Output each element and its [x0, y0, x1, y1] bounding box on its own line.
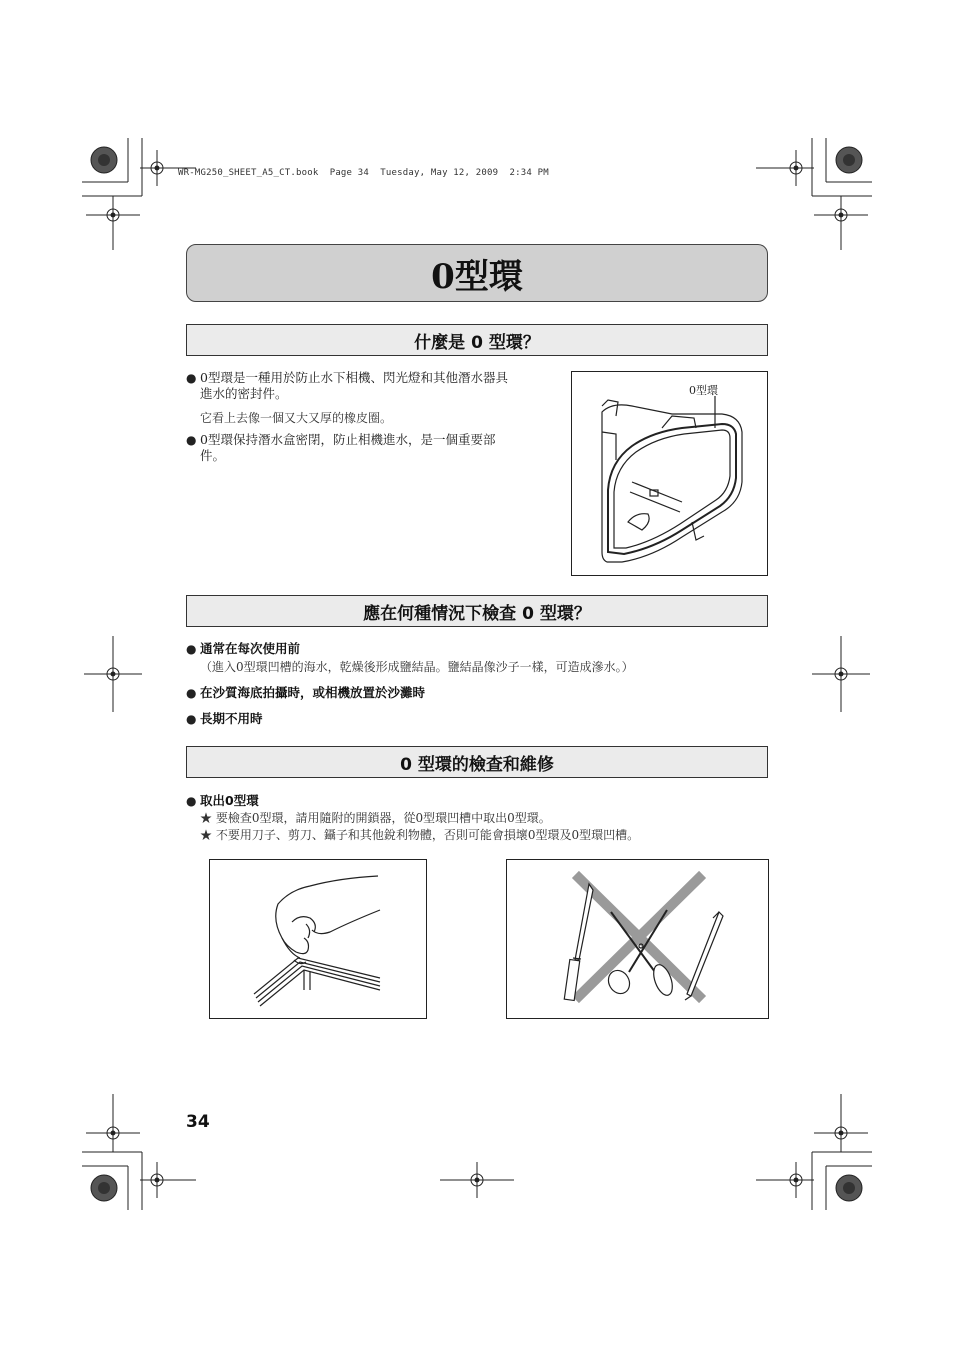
finger-removal-illustration: [209, 859, 427, 1019]
bullet-long-unused: [186, 711, 766, 727]
bullet-line: 進水的密封件。: [200, 386, 288, 401]
bullet-dot: ●: [186, 686, 197, 700]
star-note: ★ 不要用刀子、剪刀、鑷子和其他銳利物體，否則可能會損壞0型環及0型環凹槽。: [200, 828, 640, 842]
bullet-dot: ●: [186, 433, 197, 447]
section-heading-when-check: 應在何種情況下檢查 0 型環？: [186, 595, 768, 627]
bullet-dot: ●: [186, 794, 197, 808]
bullet-line: 件。: [200, 448, 226, 463]
bullet-dot: ●: [186, 371, 197, 385]
forbidden-tools-illustration: [506, 859, 769, 1019]
page-number: 34: [186, 1112, 210, 1132]
bullet-line: 0型環保持潛水盒密閉，防止相機進水，是一個重要部: [200, 432, 496, 447]
book-info-line: WR-MG250_SHEET_A5_CT.book Page 34 Tuesday, May 12, 2009 2:34 PM: [178, 168, 549, 178]
bullet-before-use: [186, 641, 766, 657]
o-ring-label: 0型環: [689, 384, 718, 397]
bullet-title: 取出0型環: [200, 793, 259, 808]
bullet-sandy: [186, 685, 766, 701]
star-note: ★ 要檢查0型環，請用隨附的開鎖器，從0型環凹槽中取出0型環。: [200, 811, 551, 825]
bullet-definition: [186, 370, 558, 402]
bullet-title: 在沙質海底拍攝時，或相機放置於沙灘時: [200, 685, 426, 700]
bullet-importance: [186, 432, 558, 464]
bullet-title: 通常在每次使用前: [200, 641, 301, 656]
section-heading-what-is: 什麼是 0 型環？: [186, 324, 768, 356]
bullet-title: 長期不用時: [200, 711, 263, 726]
page-title-box: [186, 244, 768, 302]
bullet-note: （進入0型環凹槽的海水，乾燥後形成鹽結晶。鹽結晶像沙子一樣，可造成滲水。）: [200, 660, 634, 674]
bullet-extra-note: 它看上去像一個又大又厚的橡皮圈。: [200, 411, 393, 425]
bullet-remove-o-ring: [186, 793, 766, 809]
page-title: 0型環: [431, 256, 523, 297]
o-ring-housing-illustration: [571, 371, 768, 576]
bullet-dot: ●: [186, 712, 197, 726]
section-heading-inspection: 0 型環的檢查和維修: [186, 746, 768, 778]
bullet-line: 0型環是一種用於防止水下相機、閃光燈和其他潛水器具: [200, 370, 508, 385]
bullet-dot: ●: [186, 642, 197, 656]
